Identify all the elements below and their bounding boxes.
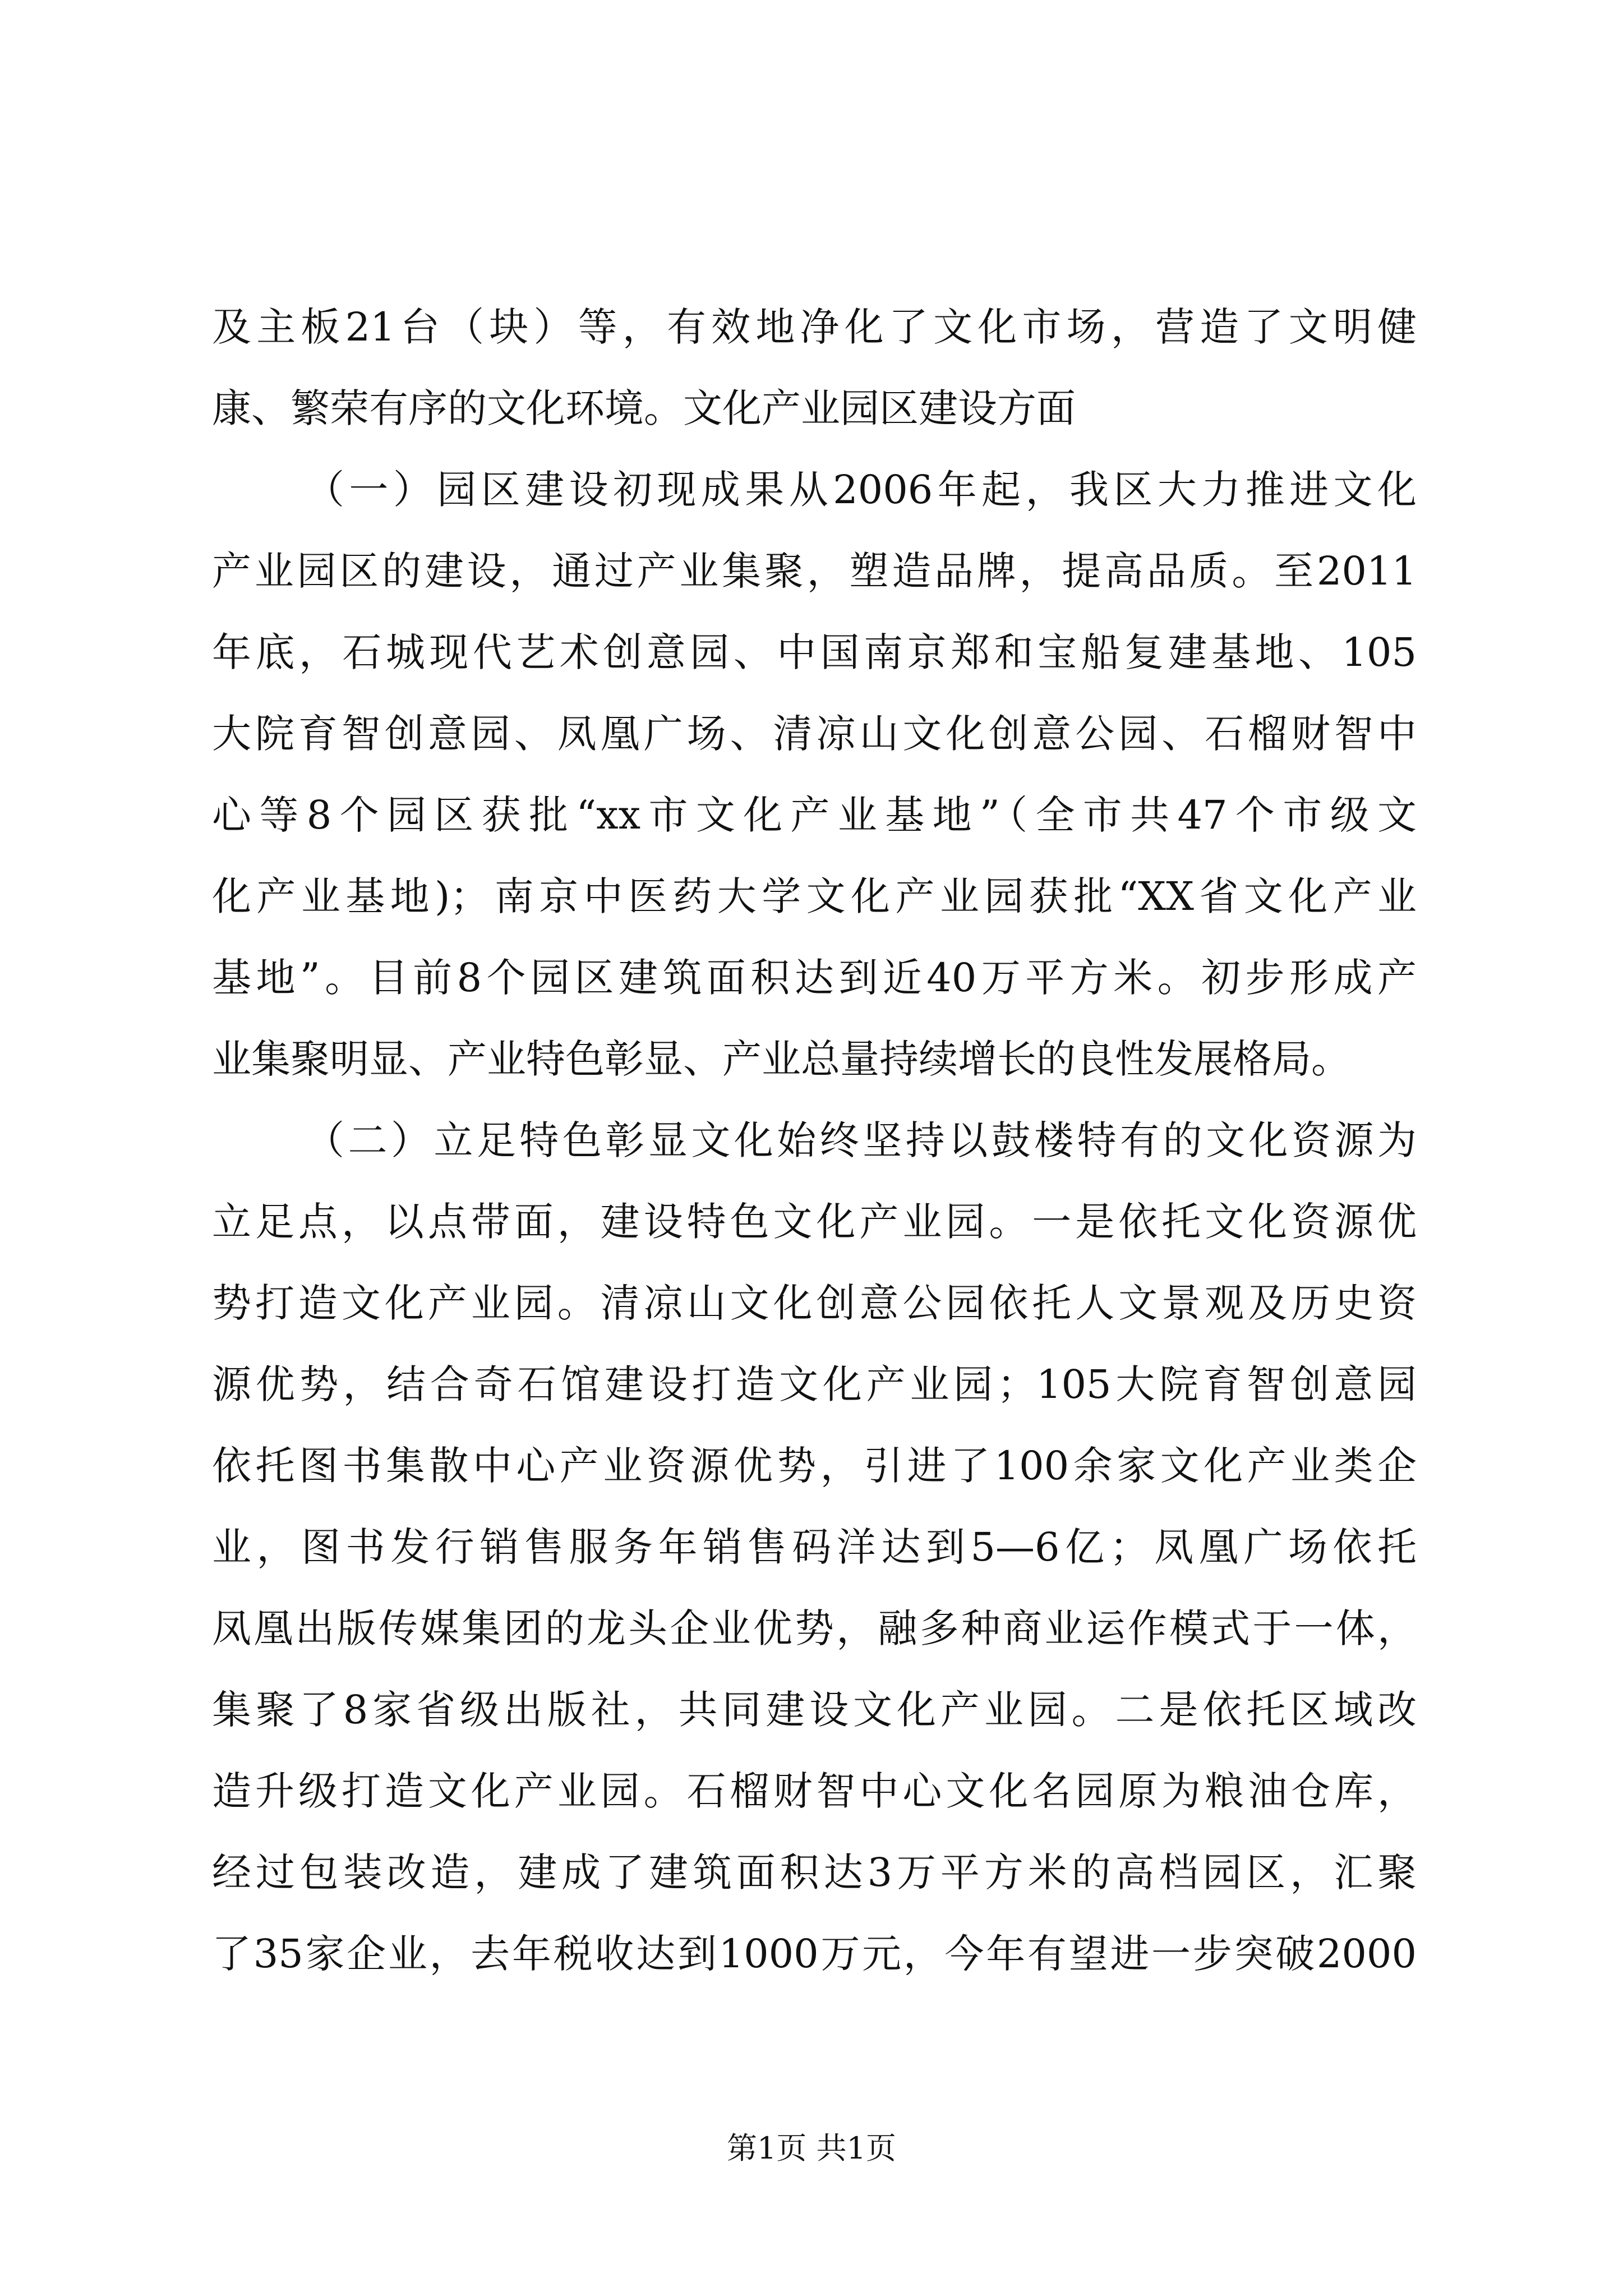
text-line: 势打造文化产业园。清凉山文化创意公园依托人文景观及历史资: [212, 1280, 1417, 1326]
page-number-footer: 第1页 共1页: [727, 2131, 896, 2166]
document-body: [212, 304, 1417, 2016]
text-line: 康、繁荣有序的文化环境。文化产业园区建设方面: [212, 385, 1076, 431]
text-line: 业集聚明显、产业特色彰显、产业总量持续增长的良性发展格局。: [212, 1036, 1350, 1082]
text-line: 大院育智创意园、凤凰广场、清凉山文化创意公园、石榴财智中: [212, 711, 1417, 757]
text-line: 基地”。目前8个园区建筑面积达到近40万平方米。初步形成产: [212, 955, 1417, 1001]
text-line: 集聚了8家省级出版社，共同建设文化产业园。二是依托区域改: [212, 1687, 1417, 1733]
text-line: 化产业基地)；南京中医药大学文化产业园获批“XX省文化产业: [212, 873, 1417, 919]
text-line: 造升级打造文化产业园。石榴财智中心文化名园原为粮油仓库，: [212, 1768, 1417, 1814]
text-line: 源优势，结合奇石馆建设打造文化产业园；105大院育智创意园: [212, 1361, 1417, 1407]
text-line: 了35家企业，去年税收达到1000万元，今年有望进一步突破2000: [212, 1931, 1417, 1977]
text-line: 凤凰出版传媒集团的龙头企业优势，融多种商业运作模式于一体，: [212, 1605, 1417, 1651]
paragraph-first-line: （一）园区建设初现成果从2006年起，我区大力推进文化: [305, 467, 1417, 513]
text-line: 依托图书集散中心产业资源优势，引进了100余家文化产业类企: [212, 1443, 1417, 1489]
text-line: 经过包装改造，建成了建筑面积达3万平方米的高档园区，汇聚: [212, 1849, 1417, 1895]
text-line: 年底，石城现代艺术创意园、中国南京郑和宝船复建基地、105: [212, 629, 1417, 675]
text-line: 业，图书发行销售服务年销售码洋达到5—6亿；凤凰广场依托: [212, 1524, 1417, 1570]
text-line: 及主板21台（块）等，有效地净化了文化市场，营造了文明健: [212, 304, 1417, 350]
text-line: 产业园区的建设，通过产业集聚，塑造品牌，提高品质。至2011: [212, 548, 1417, 594]
paragraph-first-line: （二）立足特色彰显文化始终坚持以鼓楼特有的文化资源为: [305, 1117, 1417, 1163]
text-line: 立足点，以点带面，建设特色文化产业园。一是依托文化资源优: [212, 1199, 1417, 1245]
text-line: 心等8个园区获批“xx市文化产业基地”（全市共47个市级文: [212, 792, 1417, 838]
